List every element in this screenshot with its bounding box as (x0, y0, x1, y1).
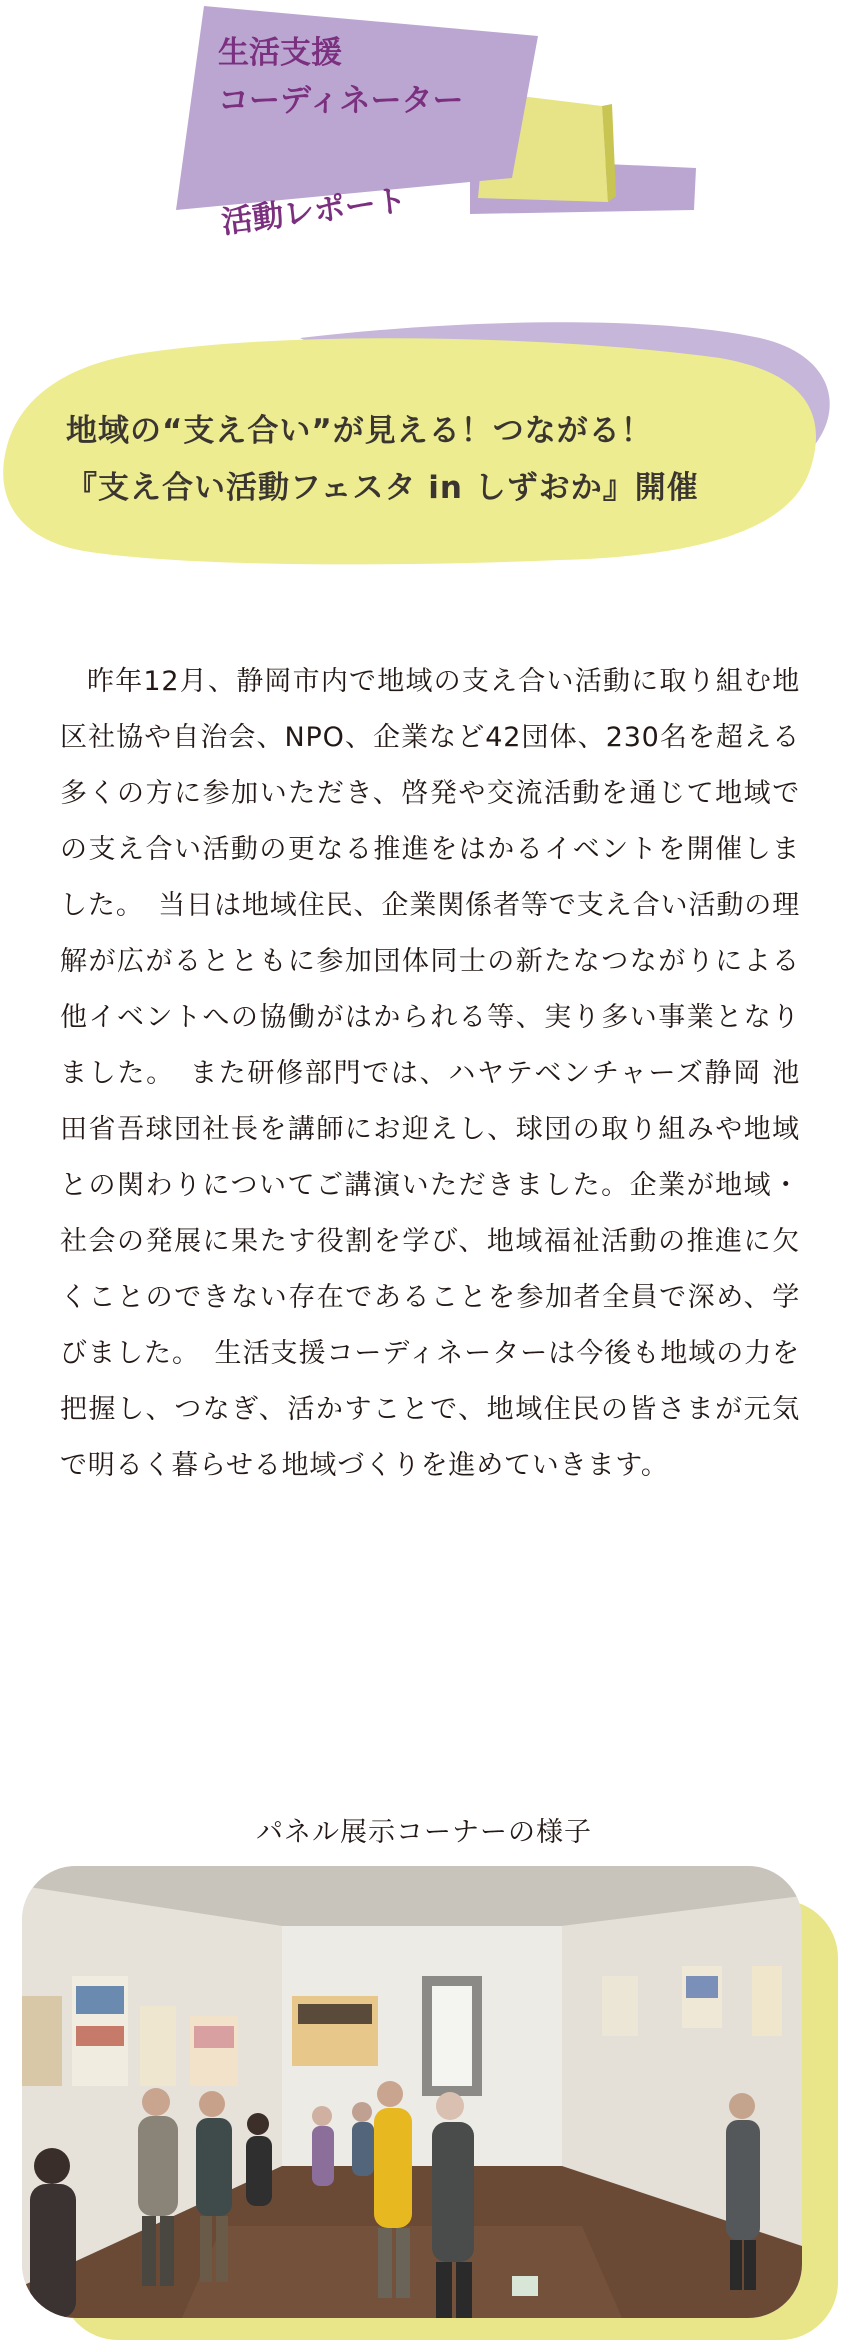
banner-title-line1: 生活支援 (218, 35, 342, 71)
headline-blob (0, 318, 848, 580)
banner-subtitle: 活動レポート (219, 182, 409, 241)
headline-blob-yellow (3, 338, 816, 564)
headline-line2: 『支え合い活動フェスタ in しずおか』開催 (66, 470, 699, 506)
headline-line1: 地域の“支え合い”が見える！つながる！ (66, 413, 653, 449)
event-photo-illustration (22, 1866, 802, 2318)
event-photo (22, 1866, 802, 2318)
header-banner (0, 0, 848, 280)
photo-caption: パネル展示コーナーの様子 (256, 1817, 592, 1848)
banner-title-line2: コーディネーター (218, 83, 464, 119)
article-body: 昨年12月、静岡市内で地域の支え合い活動に取り組む地区社協や自治会、NPO、企業など42団体、230名を超える多くの方に参加いただき、啓発や交流活動を通じて地域での支え合い活動の更なる推進をはかるイベントを開催しました。 当日は地域住民、企業関係者等で支え合い活動の理解が広がるとともに参加団体同士の新たなつながりによる他イベントへの協働がはかられる等、実り多い事業となりました。 また研修部門では、ハヤテベンチャーズ静岡 池田省吾球団社長を講師にお迎えし、球団の取り組みや地域との関わりについてご講演いただきました。企業が地域・社会の発展に果たす役割を学び、地域福祉活動の推進に欠くことのできない存在であることを参加者全員で深め、学びました。 生活支援コーディネーターは今後も地域の力を把握し、つなぎ、活かすことで、地域住民の皆さまが元気で明るく暮らせる地域づくりを進めていきます。 (60, 666, 800, 1481)
